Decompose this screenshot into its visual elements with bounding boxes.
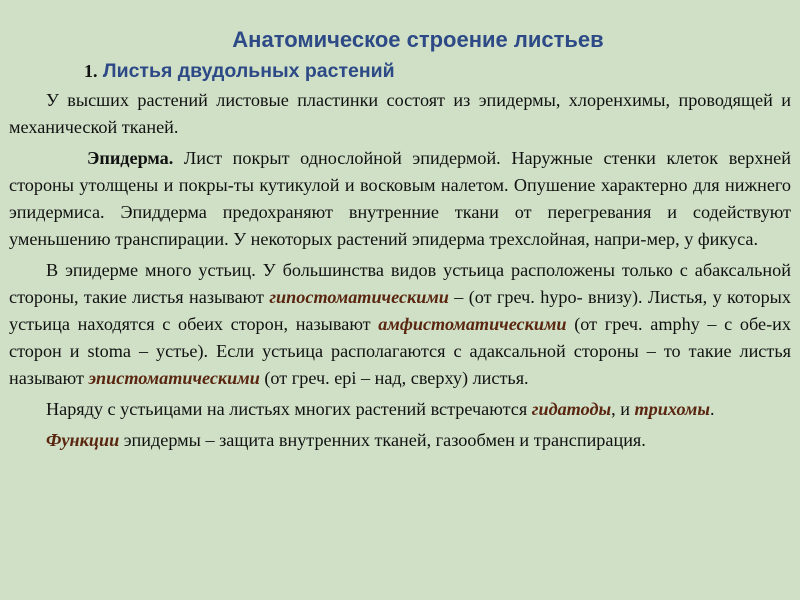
- paragraph-hydathodes: [9, 396, 791, 423]
- term-hydathodes: гидатоды: [531, 399, 612, 419]
- slide-body: [9, 87, 791, 458]
- hydathodes-text-b: , и: [611, 399, 635, 419]
- term-functions: Функции: [46, 430, 120, 450]
- term-trichomes: трихомы: [634, 399, 710, 419]
- paragraph-epidermis: [9, 145, 791, 253]
- stomata-text-d: (от греч. epi – над, сверху) листья.: [259, 368, 529, 388]
- slide-subtitle: [84, 57, 395, 85]
- term-epidermis: Эпидерма.: [87, 148, 174, 168]
- paragraph-functions: [9, 427, 791, 454]
- paragraph-stomata: [9, 257, 791, 392]
- hydathodes-text-a: Наряду с устьицами на листьях многих растений встречаются: [46, 399, 532, 419]
- functions-text: эпидермы – защита внутренних тканей, газообмен и транспирация.: [119, 430, 646, 450]
- term-hypostomatic: гипостоматическими: [269, 287, 449, 307]
- stomata-text-c: (от греч. amphy – с обе-их сторон и stoma – устье). Если устьица располагаются с адаксальной стороны – то такие листья называют: [9, 314, 791, 388]
- stomata-text-a: В эпидерме много устьиц. У большинства видов устьица расположены только с абаксальной стороны, такие листья называют: [9, 260, 791, 307]
- epidermis-text: Лист покрыт однослойной эпидермой. Наружные стенки клеток верхней стороны утолщены и покры-ты кутикулой и восковым налетом. Опушение характерно для нижнего эпидермиса. Эпиддерма предохраняют внутренние ткани от перегревания и содействуют уменьшению транспирации. У некоторых растений эпидерма трехслойная, напри-мер, у фикуса.: [9, 148, 791, 249]
- term-amphistomatic: амфистоматическими: [378, 314, 567, 334]
- hydathodes-text-c: .: [709, 399, 715, 419]
- term-epistomatic: эпистоматическими: [88, 368, 260, 388]
- slide-title: Анатомическое строение листьев: [232, 27, 604, 52]
- stomata-text-b: – (от греч. hypo- внизу). Листья, у которых устьица находятся с обеих сторон, называют: [9, 287, 791, 334]
- paragraph-intro: У высших растений листовые пластинки состоят из эпидермы, хлоренхимы, проводящей и механической тканей.: [9, 90, 791, 137]
- subtitle-text: Листья двудольных растений: [102, 60, 395, 82]
- subtitle-number: 1.: [84, 61, 98, 81]
